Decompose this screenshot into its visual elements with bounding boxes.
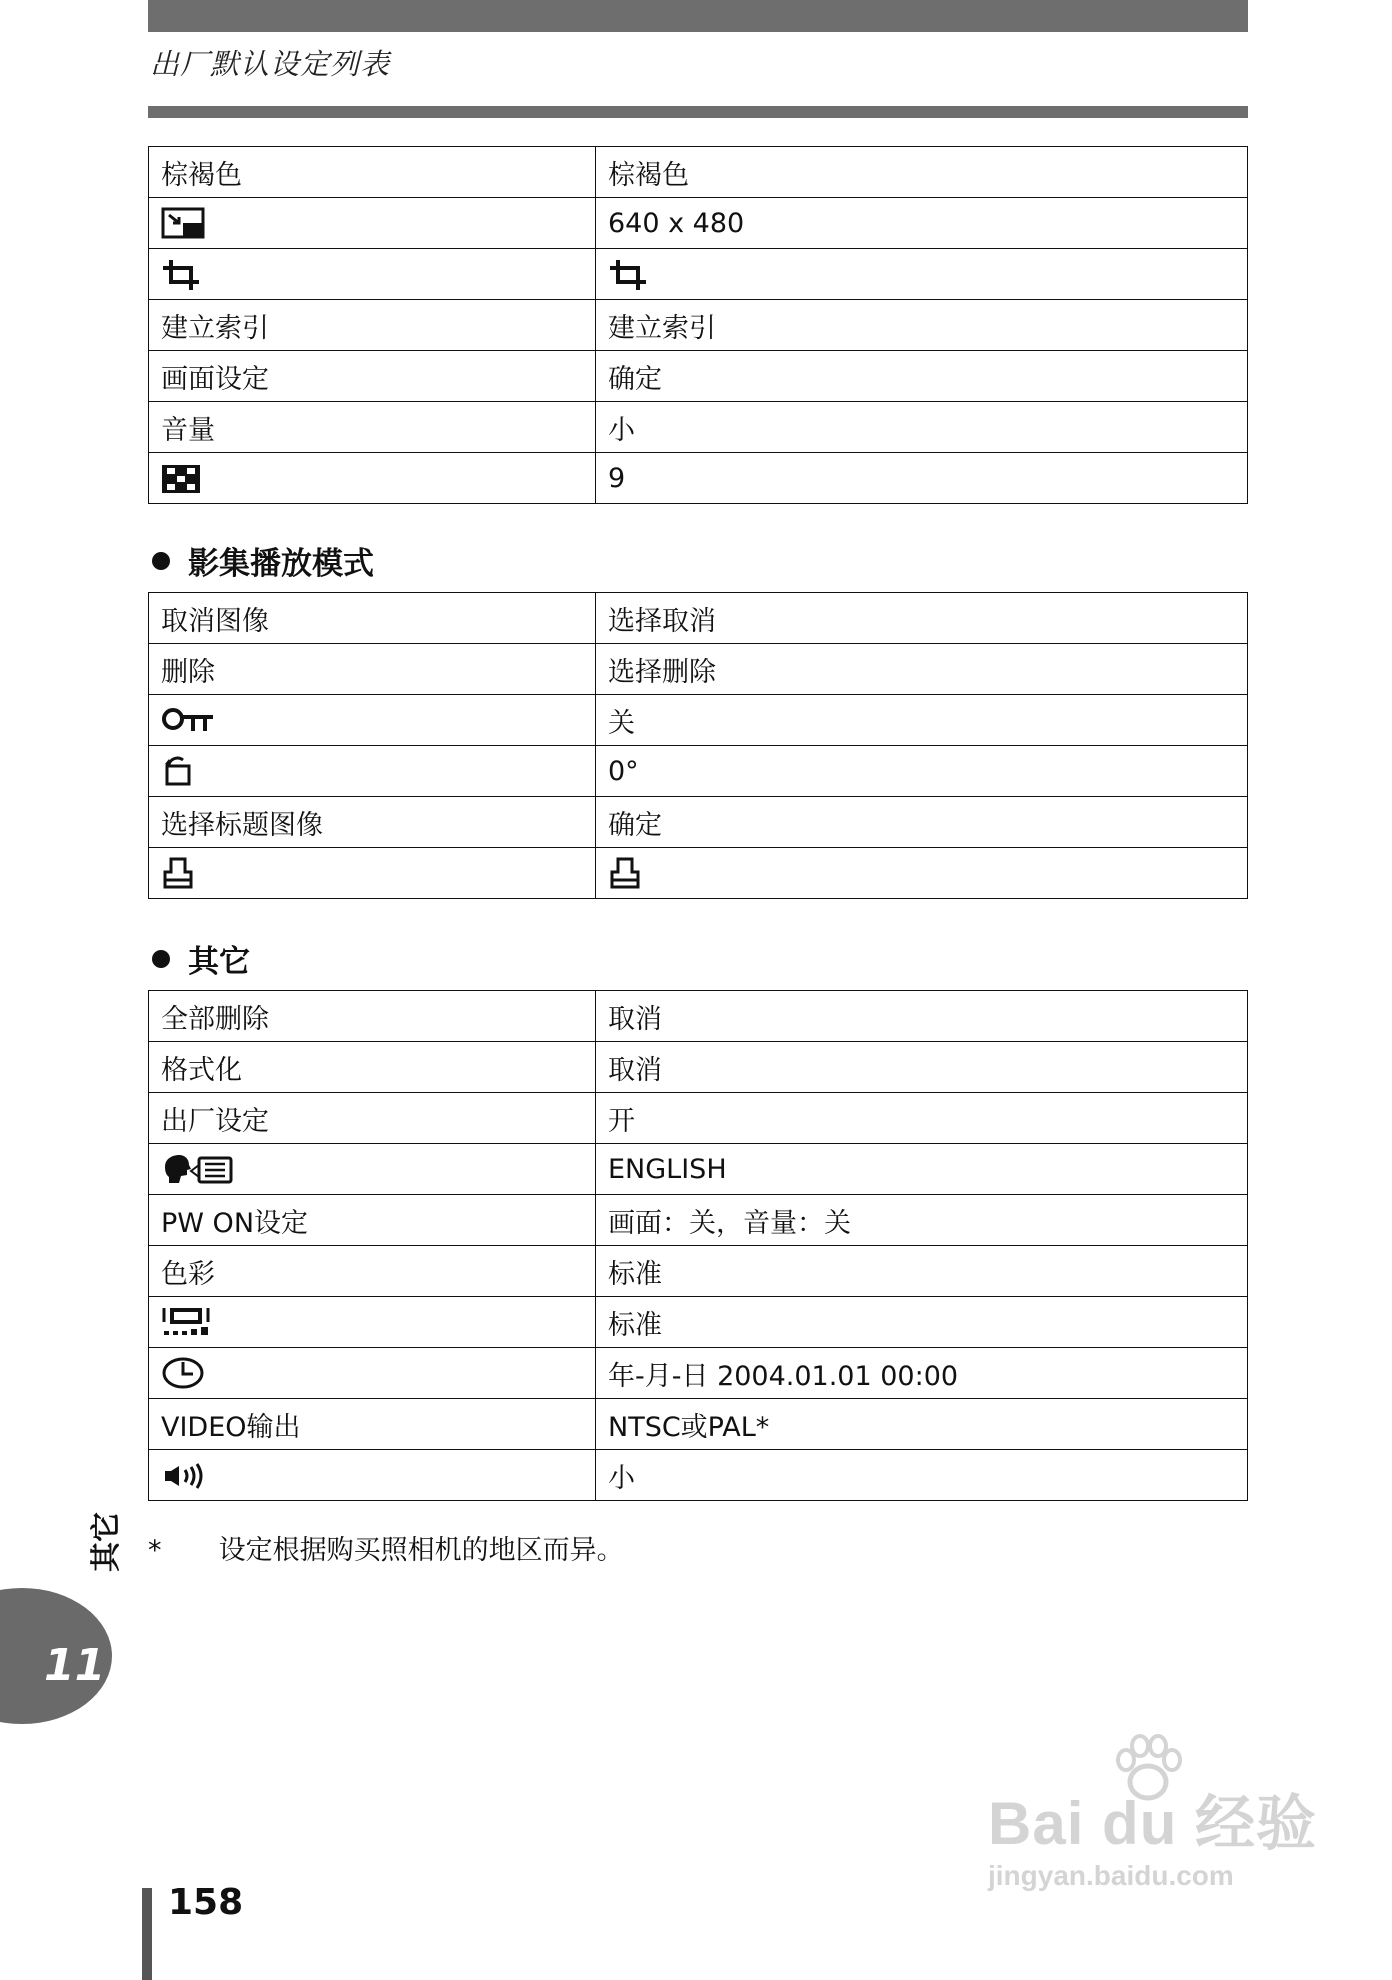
setting-value: 确定 [596, 797, 1248, 848]
setting-value: 取消 [596, 991, 1248, 1042]
setting-value: 选择取消 [596, 593, 1248, 644]
crop-icon [161, 258, 201, 290]
section-title: 其它 [188, 944, 250, 980]
setting-label: 音量 [149, 402, 596, 453]
setting-label: VIDEO输出 [149, 1399, 596, 1450]
bullet-icon [152, 552, 170, 570]
setting-label: 格式化 [149, 1042, 596, 1093]
index-display-icon [161, 464, 201, 494]
table-row [149, 1450, 1248, 1501]
header-bar-bottom [148, 106, 1248, 118]
setting-label: PW ON设定 [149, 1195, 596, 1246]
setting-value: ENGLISH [596, 1144, 1248, 1195]
setting-label [149, 453, 596, 504]
table-row [149, 453, 1248, 504]
table-row [149, 746, 1248, 797]
setting-value: 640 x 480 [596, 198, 1248, 249]
table-row [149, 1297, 1248, 1348]
header-bar-top [148, 0, 1248, 32]
chapter-number: 11 [44, 1640, 106, 1691]
setting-label [149, 1348, 596, 1399]
print-order-icon [608, 856, 642, 890]
footnote-text: 设定根据购买照相机的地区而异。 [218, 1535, 624, 1566]
setting-label [149, 249, 596, 300]
setting-label [149, 746, 596, 797]
setting-value: 取消 [596, 1042, 1248, 1093]
setting-value: 标准 [596, 1297, 1248, 1348]
setting-label [149, 1450, 596, 1501]
table-row [149, 991, 1248, 1042]
setting-label: 画面设定 [149, 351, 596, 402]
setting-label: 建立索引 [149, 300, 596, 351]
chapter-label: 其它 [89, 1512, 124, 1572]
beep-sound-icon [161, 1461, 205, 1491]
setting-value [596, 249, 1248, 300]
setting-label [149, 198, 596, 249]
table-row [149, 402, 1248, 453]
setting-value [596, 848, 1248, 899]
table-row [149, 848, 1248, 899]
table-row [149, 1195, 1248, 1246]
watermark [988, 1776, 1317, 1892]
setting-value: 确定 [596, 351, 1248, 402]
table-row [149, 1093, 1248, 1144]
setting-value: 小 [596, 1450, 1248, 1501]
footnote [148, 1528, 624, 1567]
page-number-bar [142, 1888, 152, 1980]
section-heading-other [152, 936, 250, 981]
setting-label: 取消图像 [149, 593, 596, 644]
table-row [149, 147, 1248, 198]
page-title: 出厂默认设定列表 [150, 47, 391, 81]
table-row [149, 1246, 1248, 1297]
table-row [149, 797, 1248, 848]
section-heading-album [152, 538, 374, 583]
setting-label [149, 848, 596, 899]
table-row [149, 1144, 1248, 1195]
setting-value: 9 [596, 453, 1248, 504]
setting-value: 棕褐色 [596, 147, 1248, 198]
image-size-icon [161, 207, 205, 239]
rotate-icon [161, 754, 195, 788]
paw-icon [1108, 1730, 1188, 1810]
watermark-url: jingyan.baidu.com [988, 1860, 1234, 1891]
setting-value: 0° [596, 746, 1248, 797]
setting-label: 色彩 [149, 1246, 596, 1297]
setting-value: 年-月-日 2004.01.01 00:00 [596, 1348, 1248, 1399]
table-row [149, 300, 1248, 351]
setting-value: 选择删除 [596, 644, 1248, 695]
table-row [149, 1399, 1248, 1450]
table-row [149, 351, 1248, 402]
setting-label [149, 1297, 596, 1348]
table-row [149, 644, 1248, 695]
bullet-icon [152, 950, 170, 968]
table-row [149, 1348, 1248, 1399]
setting-value: 画面：关，音量：关 [596, 1195, 1248, 1246]
table-row [149, 593, 1248, 644]
table-row [149, 198, 1248, 249]
setting-value: 标准 [596, 1246, 1248, 1297]
table-row [149, 1042, 1248, 1093]
setting-value: 关 [596, 695, 1248, 746]
crop-icon [608, 258, 648, 290]
monitor-brightness-icon [161, 1306, 211, 1338]
setting-value: NTSC或PAL* [596, 1399, 1248, 1450]
setting-label: 选择标题图像 [149, 797, 596, 848]
setting-label [149, 695, 596, 746]
setting-value: 小 [596, 402, 1248, 453]
setting-label: 出厂设定 [149, 1093, 596, 1144]
settings-table-3 [148, 990, 1248, 1501]
settings-table-2 [148, 592, 1248, 899]
language-icon [161, 1153, 235, 1185]
setting-value: 建立索引 [596, 300, 1248, 351]
print-order-icon [161, 856, 195, 890]
clock-icon [161, 1356, 205, 1390]
page-number: 158 [168, 1882, 244, 1923]
table-row [149, 695, 1248, 746]
table-row [149, 249, 1248, 300]
setting-label: 全部删除 [149, 991, 596, 1042]
section-title: 影集播放模式 [188, 546, 374, 582]
setting-label: 棕褐色 [149, 147, 596, 198]
setting-value: 开 [596, 1093, 1248, 1144]
watermark-brand: Bai du 经验 [988, 1790, 1318, 1857]
footnote-marker: * [148, 1535, 162, 1566]
setting-label: 删除 [149, 644, 596, 695]
setting-label [149, 1144, 596, 1195]
protect-key-icon [161, 707, 215, 735]
settings-table-1 [148, 146, 1248, 504]
